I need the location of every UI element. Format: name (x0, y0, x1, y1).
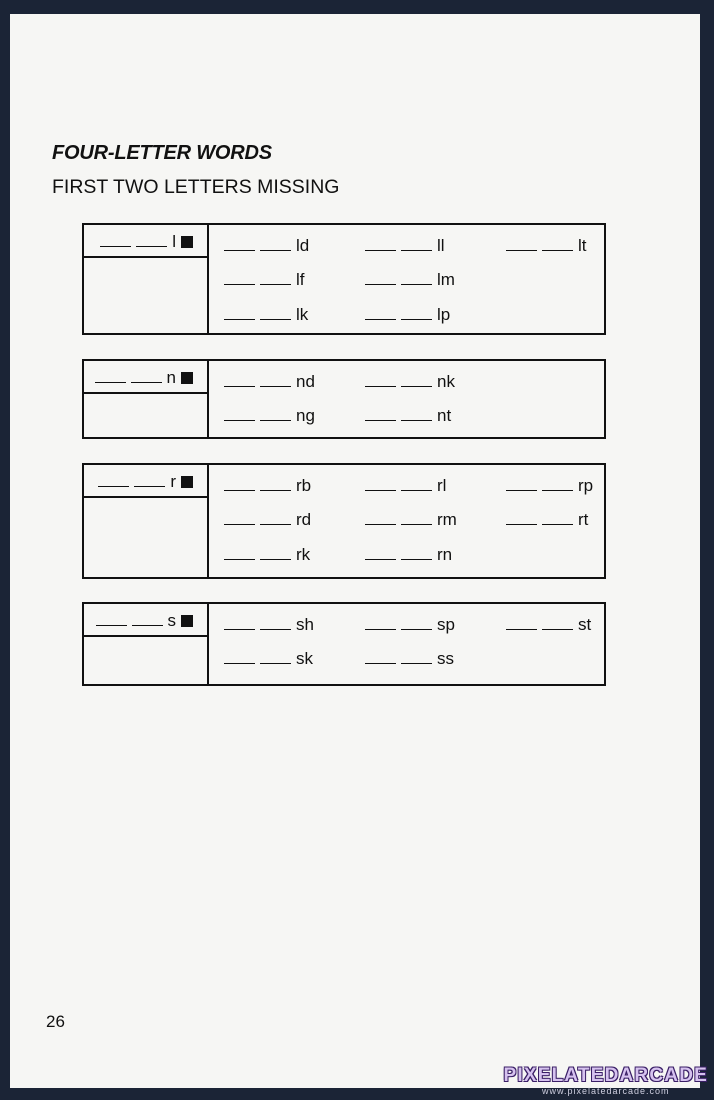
word-ending (365, 615, 455, 635)
square-bullet-icon (181, 615, 193, 627)
blank-line (224, 408, 255, 421)
ending-letters: lm (437, 270, 455, 289)
blank-line (224, 617, 255, 630)
word-ending (224, 372, 315, 392)
blank-line (260, 272, 291, 285)
blank-line (506, 478, 537, 491)
ending-letters: rt (578, 510, 589, 529)
blank-line (224, 512, 255, 525)
blank-line (506, 617, 537, 630)
square-bullet-icon (181, 372, 193, 384)
page-subtitle: FIRST TWO LETTERS MISSING (52, 176, 340, 198)
ending-letters: ss (437, 649, 454, 668)
ending-letters: sp (437, 615, 455, 634)
blank-line (401, 238, 432, 251)
ending-letters: rn (437, 545, 453, 564)
group-letter: l (172, 232, 176, 251)
blank-line (365, 512, 396, 525)
ending-letters: ld (296, 236, 310, 255)
letter-pattern (96, 611, 194, 631)
blank-line (365, 238, 396, 251)
letter-cell (84, 465, 209, 498)
ending-letters: lk (296, 305, 309, 324)
blank-line (401, 478, 432, 491)
blank-line (365, 651, 396, 664)
blank-line (260, 307, 291, 320)
word-ending (224, 236, 309, 256)
blank-line (401, 374, 432, 387)
blank-line (260, 651, 291, 664)
word-ending (224, 406, 315, 426)
ending-letters: nt (437, 406, 452, 425)
blank-line (224, 374, 255, 387)
ending-letters: rb (296, 476, 312, 495)
blank-line (224, 307, 255, 320)
blank-line (542, 238, 573, 251)
ending-letters: ng (296, 406, 315, 425)
blank-line (224, 272, 255, 285)
word-group-n (82, 359, 606, 439)
word-ending (365, 476, 446, 496)
letter-cell-empty (84, 637, 209, 684)
blank-line (224, 547, 255, 560)
blank-line (134, 474, 165, 487)
watermark (504, 1065, 709, 1096)
square-bullet-icon (181, 476, 193, 488)
blank-line (260, 374, 291, 387)
blank-line (365, 617, 396, 630)
word-ending (224, 510, 311, 530)
blank-line (365, 408, 396, 421)
ending-letters: sh (296, 615, 314, 634)
letter-cell (84, 604, 209, 637)
word-ending (506, 615, 591, 635)
blank-line (506, 238, 537, 251)
word-ending (506, 510, 588, 530)
blank-line (542, 478, 573, 491)
blank-line (132, 613, 163, 626)
ending-letters: lt (578, 236, 587, 255)
letter-cell (84, 225, 209, 258)
blank-line (506, 512, 537, 525)
letter-cell-empty (84, 394, 209, 437)
ending-letters: st (578, 615, 592, 634)
ending-letters: sk (296, 649, 313, 668)
letter-cell-empty (84, 498, 209, 577)
word-group-r (82, 463, 606, 579)
watermark-logo: PIXELATEDARCADE (503, 1065, 708, 1086)
letter-pattern (100, 232, 193, 252)
word-group-l (82, 223, 606, 335)
word-ending (365, 649, 454, 669)
blank-line (365, 547, 396, 560)
blank-line (401, 617, 432, 630)
blank-line (224, 238, 255, 251)
ending-letters: rd (296, 510, 312, 529)
blank-line (401, 272, 432, 285)
word-ending (224, 649, 313, 669)
blank-line (260, 547, 291, 560)
blank-line (95, 370, 126, 383)
word-ending (365, 545, 452, 565)
page-number: 26 (46, 1012, 65, 1031)
blank-line (260, 238, 291, 251)
ending-letters: lp (437, 305, 451, 324)
word-ending (506, 476, 593, 496)
blank-line (401, 408, 432, 421)
blank-line (260, 478, 291, 491)
blank-line (136, 234, 167, 247)
blank-line (401, 307, 432, 320)
word-ending (224, 476, 311, 496)
word-ending (365, 406, 451, 426)
blank-line (260, 408, 291, 421)
ending-letters: rk (296, 545, 311, 564)
word-ending (506, 236, 587, 256)
blank-line (542, 617, 573, 630)
word-ending (365, 372, 455, 392)
blank-line (100, 234, 131, 247)
word-ending (224, 270, 305, 290)
blank-line (401, 547, 432, 560)
letter-cell (84, 361, 209, 394)
watermark-url: www.pixelatedarcade.com (541, 1086, 670, 1096)
blank-line (365, 374, 396, 387)
word-ending (365, 270, 455, 290)
ending-letters: rm (437, 510, 457, 529)
letter-pattern (95, 368, 193, 388)
blank-line (224, 651, 255, 664)
blank-line (224, 478, 255, 491)
blank-line (401, 651, 432, 664)
blank-line (365, 307, 396, 320)
letter-cell-empty (84, 258, 209, 333)
blank-line (260, 617, 291, 630)
group-letter: r (170, 472, 176, 491)
blank-line (542, 512, 573, 525)
ending-letters: rp (578, 476, 594, 495)
blank-line (98, 474, 129, 487)
group-letter: s (167, 611, 176, 630)
blank-line (365, 478, 396, 491)
word-group-s (82, 602, 606, 686)
word-ending (365, 236, 445, 256)
ending-letters: nd (296, 372, 315, 391)
blank-line (401, 512, 432, 525)
manual-page (10, 14, 700, 1088)
word-ending (365, 305, 450, 325)
ending-letters: ll (437, 236, 445, 255)
word-ending (365, 510, 457, 530)
ending-letters: lf (296, 270, 305, 289)
page-title: FOUR-LETTER WORDS (52, 142, 272, 164)
blank-line (260, 512, 291, 525)
square-bullet-icon (181, 236, 193, 248)
blank-line (365, 272, 396, 285)
word-ending (224, 545, 310, 565)
blank-line (131, 370, 162, 383)
word-ending (224, 305, 308, 325)
group-letter: n (166, 368, 176, 387)
word-ending (224, 615, 314, 635)
ending-letters: nk (437, 372, 455, 391)
ending-letters: rl (437, 476, 447, 495)
letter-pattern (98, 472, 193, 492)
blank-line (96, 613, 127, 626)
